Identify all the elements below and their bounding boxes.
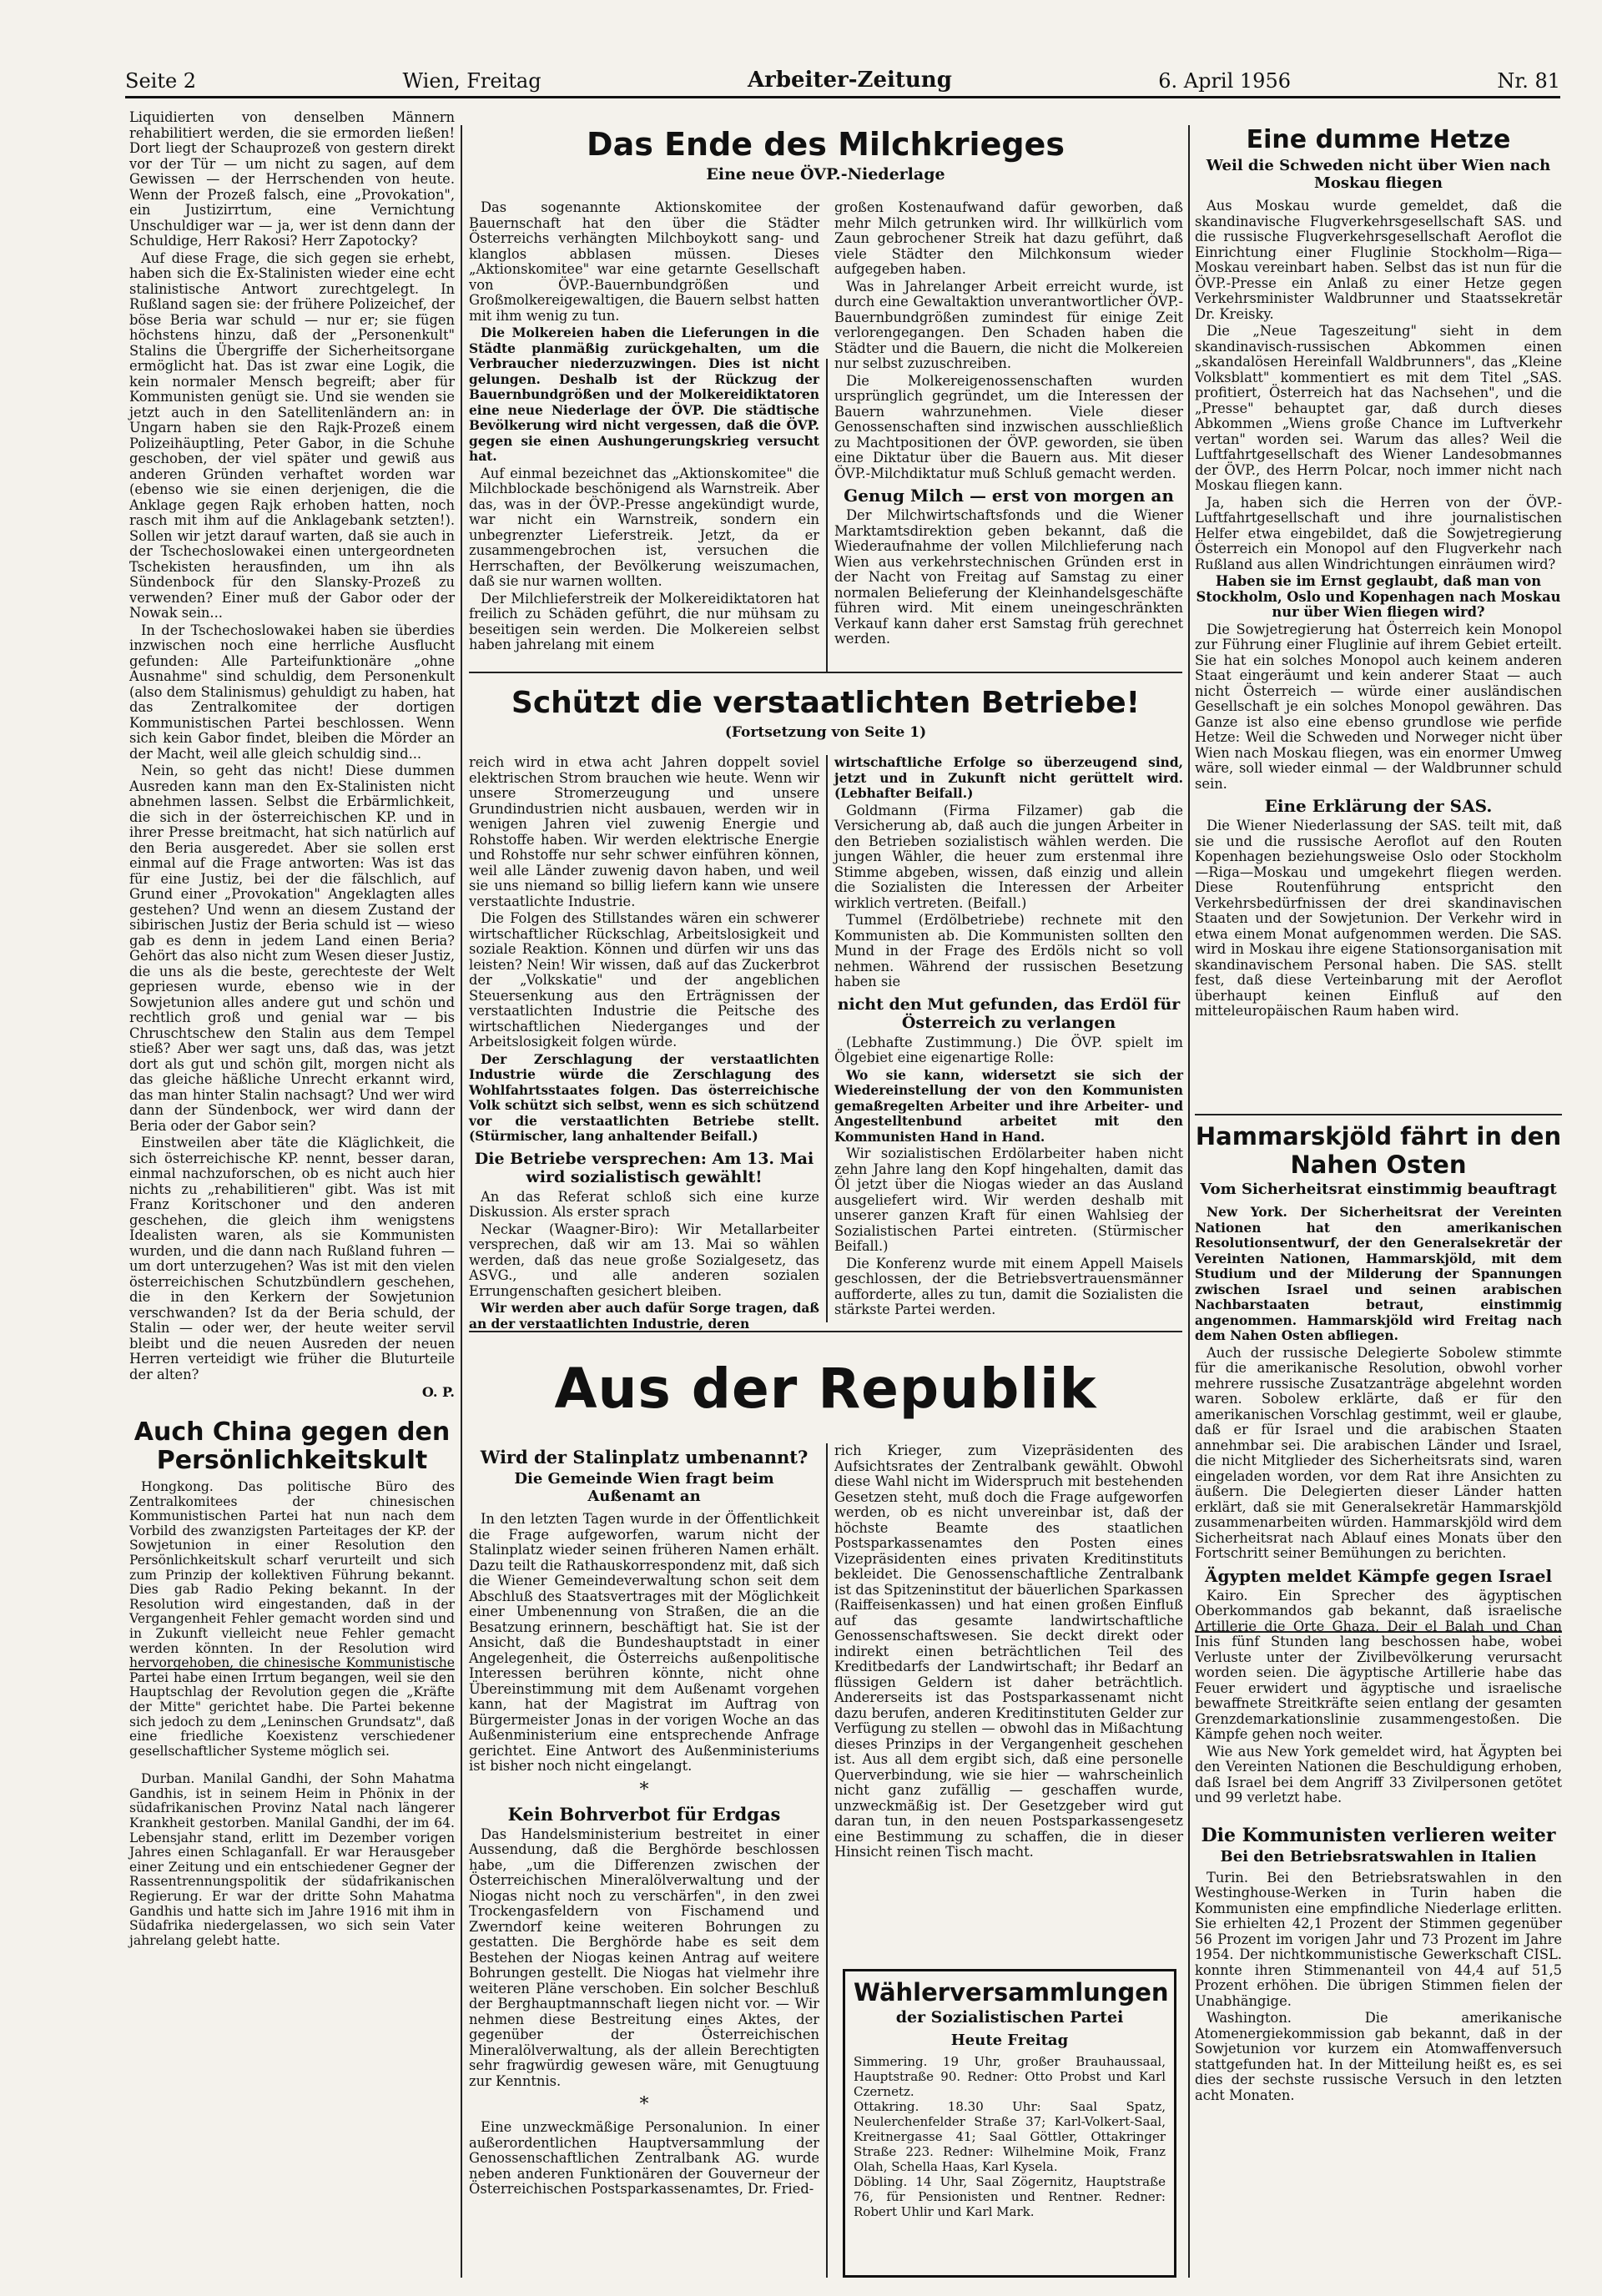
- article-body: Liquidierten von denselben Männern rehabilitiert werden, die sie ermorden ließen! Dort liegt der Schauprozeß von gestern direkt vor der Tür — um nicht zu sagen, auf dem Gewissen — der Herrschenden von heute. Wenn der Prozeß falsch, eine „Provokation", ein Justizirrtum, eine Vernichtung Unschuldiger war — ja, wer ist denn dann der Schuldige, Herr Rakosi? Herr Zapotocky?: [129, 109, 455, 249]
- article-headline: Eine dumme Hetze: [1246, 125, 1511, 154]
- article-headline: Kein Bohrverbot für Erdgas: [507, 1803, 781, 1825]
- article-body: Die Wiener Niederlassung der SAS. teilt mit, daß sie und die russische Aeroflot auf den Routen Kopenhagen beziehungsweise Oslo oder Stockholm—Riga—Moskau und umgekehrt fliegen werden. Diese Routenführung entspricht den Verkehrsbedürfnissen der drei skandinavischen Staaten und der Sowjetunion. Der Verkehr wird in etwa einem Monat aufgenommen werden. Die SAS. wird in Moskau ihre eigene Stationsorganisation mit skandinavischem Personal haben. Die SAS. stellt fest, daß diese Verteinbarung mit der Aeroflot überhaupt keinen Einfluß auf den mitteleuropäischen Raum haben wird.: [1195, 818, 1562, 1019]
- republik-banner: [469, 1339, 1182, 1439]
- article-body: (Lebhafte Zustimmung.) Die ÖVP. spielt im Ölgebiet eine eigenartige Rolle:: [834, 1034, 1183, 1065]
- place-date: Wien, Freitag: [402, 69, 542, 93]
- hammarskjoeld-col: [1195, 1122, 1562, 2286]
- article-subheadline: Bei den Betriebsratswahlen in Italien: [1220, 1847, 1537, 1866]
- box-headline: Wählerversammlungen: [854, 1978, 1169, 2006]
- article-subheadline: Eine neue ÖVP.-Niederlage: [706, 165, 945, 184]
- article-headline: Auch China gegen den Persönlichkeitskult: [134, 1417, 451, 1475]
- article-body-bold: Wo sie kann, widersetzt sie sich der Wiedereinstellung der von den Kommunisten gemaßregelten Arbeiter und ihre Arbeiter- und Angestelltenbund arbeitet mit den Kommunisten Hand in Hand.: [834, 1067, 1183, 1145]
- column-rule: [461, 125, 462, 2278]
- issue-number: Nr. 81: [1497, 69, 1560, 93]
- section-banner-headline: Aus der Republik: [554, 1357, 1097, 1421]
- article-body: reich wird in etwa acht Jahren doppelt soviel elektrischen Strom brauchen wie heute. Wenn wir unsere Stromerzeugung und unsere Grundindustrien nicht ausbauen, werden wir in wenigen Jahren viel zuwenig Energie und Rohstoffe haben. Wir werden elektrische Energie und Rohstoffe nur sehr schwer einführen können, weil alle Länder zuwenig davon haben, und weil sie uns niemand so billig liefern kann wie unsere verstaatlichte Industrie.: [469, 754, 819, 909]
- venue-listing: Döbling. 14 Uhr, Saal Zögernitz, Hauptstraße 76, für Pensionisten und Rentner. Redner: Robert Uhlir und Karl Mark.: [854, 2174, 1166, 2219]
- column-rule: [1188, 125, 1190, 2278]
- betriebe-header: [469, 684, 1182, 751]
- article-subheadline: Die Gemeinde Wien fragt beim Außenamt an: [514, 1470, 774, 1505]
- article-body: In der Tschechoslowakei haben sie überdies inzwischen noch eine herrliche Ausflucht gefunden: Alle Parteifunktionäre „ohne Ausnahme" sind schuldig, dem Personenkult (also dem Stalinismus) gehuldigt zu haben, hat das Zentralkomitee der dortigen Kommunistischen Partei beschlossen. Wenn sich kein Gabor findet, bleiben die Mörder an der Macht, weil alle gleich schuldig sind...: [129, 622, 455, 762]
- article-body: Einstweilen aber täte die Kläglichkeit, die sich österreichische KP. nennt, besser daran, einmal nachzuforschen, ob es nicht auch hier nichts zu „rehabilitieren" gibt. Was ist mit Franz Koritschoner und den anderen geschehen, die gleich ihm wenigstens Idealisten waren, als sie Kommunisten wurden, und die dann nach Rußland fuhren — um dort unterzugehen? Was ist mit den vielen österreichischen Schutzbündlern geschehen, die in den Kerkern der Sowjetunion verschwanden? Ist da der Beria schuld, der Stalin — oder wer, der heute weiter servil bleibt und die neuen Ausreden der neuen Herren verteidigt wie früher die Bluturteile der alten?: [129, 1135, 455, 1382]
- article-body: Kairo. Ein Sprecher des ägyptischen Oberkommandos gab bekannt, daß israelische Artillerie die Orte Ghaza, Deir el Balah und Chan Inis fünf Stunden lang beschossen habe, wobei Verluste unter der Zivilbevölkerung verursacht worden seien. Die ägyptische Artillerie habe das Feuer erwidert und ägyptische und israelische bewaffnete Streitkräfte seien entlang der gesamten Grenzdemarkationslinie zusammengestoßen. Die Kämpfe gehen noch weiter.: [1195, 1587, 1562, 1742]
- article-body-bold: Der Zerschlagung der verstaatlichten Industrie würde die Zerschlagung des Wohlfahrtsstaates folgen. Das österreichische Volk schützt sich selbst, wenn es sich schützend vor die verstaatlichten Betriebe stellt. (Stürmischer, lang anhaltender Beifall.): [469, 1051, 819, 1144]
- article-body: Der Milchlieferstreik der Molkereidiktatoren hat freilich zu Schäden geführt, die nur mühsam zu beseitigen sein werden. Die Molkereien selbst haben jahrelang mit einem: [469, 590, 819, 652]
- article-body: Eine unzweckmäßige Personalunion. In einer außerordentlichen Hauptversammlung der Genossenschaftlichen Zentralbank AG. wurde neben anderen Funktionären der Gouverneur der Österreichischen Postsparkassenamtes, Dr. Fried-: [469, 2119, 819, 2197]
- article-body: rich Krieger, zum Vizepräsidenten des Aufsichtsrates der Zentralbank gewählt. Obwohl diese Wahl nicht im Widerspruch mit bestehenden Gesetzen steht, muß doch die Frage aufgeworfen werden, ob es nicht unvereinbar ist, daß der höchste Beamte des staatlichen Postsparkassenamtes den Posten eines Vizepräsidenten eines privaten Kreditinstituts bekleidet. Die Genossenschaftliche Zentralbank ist das Spitzeninstitut der bäuerlichen Sparkassen (Raiffeisenkassen) und hat einen großen Einfluß auf das gesamte landwirtschaftliche Genossenschaftswesen. Sie deckt direkt oder indirekt einen beträchtlichen Teil des Kreditbedarfs der Landwirtschaft; ihr Bedarf an flüssigen Geldern ist daher beträchtlich. Andererseits ist das Postsparkassenamt nicht dazu berufen, anderen Kreditinstituten Gelder zur Verfügung zu stellen — obwohl das in Mißachtung dieses Prinzips in der Vergangenheit geschehen ist. Aus all dem ergibt sich, daß eine personelle Querverbindung, wie sie hier — wahrscheinlich nicht ganz zufällig — geschaffen wurde, unzweckmäßig ist. Der Gesetzgeber wird gut daran tun, in den neuen Postsparkassengesetz eine Bestimmung zu schaffen, die in dieser Hinsicht reinen Tisch macht.: [834, 1443, 1183, 1860]
- article-body: Auf diese Frage, die sich gegen sie erhebt, haben sich die Ex-Stalinisten wieder eine echt stalinistische Antwort zurechtgelegt. In Rußland sagen sie: der frühere Polizeichef, der böse Beria war schuld — nur er; sie fügen höchstens hinzu, daß der „Personenkult" Stalins die Übergriffe der Sicherheitsorgane ermöglicht hat. Das ist zwar eine Logik, die kein normaler Mensch begreift; aber für Kommunisten genügt sie. Und sie wenden sie jetzt auch in den Satellitenländern an: in Ungarn haben sie den Rajk-Prozeß einem Polizeihäuptling, Peter Gabor, in die Schuhe geschoben, der viel später und gewiß aus anderen Gründen verhaftet worden war (ebenso wie sie einen derjenigen, die die Anklage gegen Rajk erhoben hatten, noch rasch mit ihm auf die Anklagebank setzten!). Sollen wir jetzt darauf warten, daß sie auch in der Tschechoslowakei einen untergeordneten Tschekisten herausfinden, um ihn als Sündenbock für den Slansky-Prozeß zu verwenden? Einer muß der Gabor oder der Nowak sein...: [129, 249, 455, 621]
- masthead: [125, 68, 1560, 98]
- article-body-bold: Wir werden aber auch dafür Sorge tragen, daß an der verstaatlichten Industrie, deren: [469, 1301, 819, 1332]
- article-body: Neckar (Waagner-Biro): Wir Metallarbeiter versprechen, daß wir am 13. Mai so wählen werden, daß das neue große Sozialgesetz, das ASVG., und alle anderen sozialen Errungenschaften gesichert bleiben.: [469, 1221, 819, 1299]
- article-body: An das Referat schloß sich eine kurze Diskussion. Als erster sprach: [469, 1188, 819, 1220]
- article-body: Turin. Bei den Betriebsratswahlen in den Westinghouse-Werken in Turin haben die Kommunisten eine empfindliche Niederlage erlitten. Sie erhielten 42,1 Prozent der Stimmen gegenüber 56 Prozent im vorigen Jahr und 73 Prozent im Jahre 1954. Der nichtkommunistische Gewerkschaft CISL. konnte ihren Stimmenanteil von 44,4 auf 51,5 Prozent erhöhen. Die übrigen Stimmen fielen der Unabhängige.: [1195, 1869, 1562, 2009]
- venue-listing: Simmering. 19 Uhr, großer Brauhaussaal, Hauptstraße 90. Redner: Otto Probst und Karl Czernetz.: [854, 2054, 1166, 2099]
- article-body: Wie aus New York gemeldet wird, hat Ägypten bei den Vereinten Nationen die Beschuldigung erhoben, daß Israel bei dem Angriff 33 Zivilpersonen getötet und 99 verletzt habe.: [1195, 1743, 1562, 1805]
- article-body-bold: Die Molkereien haben die Lieferungen in die Städte planmäßig zurückgehalten, um die Verbraucher niederzuzwingen. Dies ist nicht gelungen. Deshalb ist der Rückzug der Bauernbundgrößen und der Molkereidiktatoren eine neue Niederlage der ÖVP. Die städtische Bevölkerung wird nicht vergessen, daß die ÖVP. gegen sie einen Aushungerungskrieg versucht hat.: [469, 325, 819, 464]
- article-body: Die Sowjetregierung hat Österreich kein Monopol zur Führung einer Fluglinie auf ihrem Gebiet erteilt. Sie hat ein solches Monopol auch keinem anderen Staat eingeräumt und kein anderer Staat — auch nicht Österreich — würde einer ausländischen Gesellschaft je ein solches Monopol gewähren. Das Ganze ist also eine ebenso grundlose wie perfide Hetze: Weil die Schweden und Norweger nicht über Wien nach Moskau fliegen, was ein enormer Umweg wäre, soll wieder einmal — der Waldbrunner schuld sein.: [1195, 621, 1562, 792]
- article-body: Washington. Die amerikanische Atomenergiekommission gab bekannt, daß in der Sowjetunion vor kurzem ein Atomwaffenversuch stattgefunden hat. In der Mitteilung heißt es, es sei dies der sechste russische Versuch in den letzten acht Monaten.: [1195, 2010, 1562, 2103]
- article-body: In den letzten Tagen wurde in der Öffentlichkeit die Frage aufgeworfen, warum nicht der Stalinplatz wieder seinen früheren Namen erhält. Dazu teilt die Rathauskorrespondenz mit, daß sich die Wiener Gemeindeverwaltung schon seit dem Abschluß des Staatsvertrages mit der Möglichkeit einer Umbenennung von Straßen, die an die Besatzung erinnern, beschäftigt hat. Sie ist der Ansicht, daß die Bundeshauptstadt in einer Angelegenheit, die Österreichs außenpolitische Interessen berühren könnte, nicht ohne Übereinstimmung mit dem Außenamt vorgehen kann, hat der Magistrat im Auftrag von Bürgermeister Jonas in der vorigen Woche an das Außenministerium eine entsprechende Anfrage gerichtet. Eine Antwort des Außenministeriums ist bisher noch nicht eingelangt.: [469, 1511, 819, 1774]
- article-headline: Hammarskjöld fährt in den Nahen Osten: [1195, 1122, 1562, 1179]
- issue-date: 6. April 1956: [1158, 69, 1291, 93]
- section-rule: [469, 672, 1182, 673]
- paper-name: Arbeiter-Zeitung: [747, 68, 952, 93]
- article-body: Goldmann (Firma Filzamer) gab die Versicherung ab, daß auch die jungen Arbeiter in den Betrieben sozialistisch wählen werden. Die jungen Wähler, die heuer zum erstenmal ihre Stimme abgeben, wissen, daß einzig und allein die Sozialisten die Interessen der Arbeiter wirklich vertreten. (Beifall.): [834, 802, 1183, 911]
- article-subheadline: (Fortsetzung von Seite 1): [724, 724, 927, 741]
- article-body: Die Molkereigenossenschaften wurden ursprünglich gegründet, um die Interessen der Bauern wahrzunehmen. Viele dieser Genossenschaften sind inzwischen ausschließlich zu Machtpositionen der ÖVP. geworden, sie üben eine Diktatur über die Bauern aus. Mit dieser ÖVP.-Milchdiktatur muß Schluß gemacht werden.: [834, 372, 1183, 481]
- article-body: Die Folgen des Stillstandes wären ein schwerer wirtschaftlicher Rückschlag, Arbeitslosigkeit und soziale Reaktion. Können und dürfen wir uns das leisten? Nein! Wir wissen, daß auf das Zuckerbrot der „Volkskatie" und der angeblichen Steuersenkung aus den Erträgnissen der verstaatlichten Industrie die Peitsche des wirtschaftlichen Niederganges und der Arbeitslosigkeit folgen würde.: [469, 910, 819, 1050]
- article-body: Auf einmal bezeichnet das „Aktionskomitee" die Milchblockade beschönigend als Warnstreik. Aber das, was in der ÖVP.-Presse angekündigt wurde, war nicht ein Warnstreik, sondern ein unbegrenzter Lieferstreik. Jetzt, da er zusammengebrochen ist, versuchen die Herrschaften, der Bevölkerung weiszumachen, daß sie nur warnen wollten.: [469, 465, 819, 589]
- column-rule: [826, 755, 828, 1322]
- article-body: Aus Moskau wurde gemeldet, daß die skandinavische Flugverkehrsgesellschaft SAS. und die russische Flugverkehrsgesellschaft Aeroflot die Einrichtung einer Fluglinie Stockholm—Riga—Moskau vereinbart haben. Selbst das ist nun für die ÖVP.-Presse ein Anlaß zu einer Hetze gegen Verkehrsminister Waldbrunner und Staatssekretär Dr. Kreisky.: [1195, 198, 1562, 322]
- box-day-label: Heute Freitag: [950, 2032, 1069, 2049]
- section-headline: Die Betriebe versprechen: Am 13. Mai wird sozialistisch gewählt!: [474, 1149, 814, 1186]
- author-signature: O. P.: [421, 1384, 455, 1400]
- column-rule: [826, 1443, 828, 2278]
- article-body: Das sogenannte Aktionskomitee der Bauernschaft hat den über die Städter Österreichs verhängten Milchboykott sang- und klanglos abblasen müssen. Dieses „Aktionskomitee" war eine getarnte Gesellschaft von ÖVP.-Bauernbundgrößen und Großmolkereigewaltigen, die Bauern selbst hatten mit ihm wenig zu tun.: [469, 199, 819, 324]
- article-headline: Die Kommunisten verlieren weiter: [1201, 1824, 1556, 1846]
- article-body: Was in Jahrelanger Arbeit erreicht wurde, ist durch eine Gewaltaktion unverantwortlicher ÖVP.-Bauernbundgrößen zumindest für einige Zeit verlorengegangen. Den Schaden haben die Städter und die Bauern, die nicht die Molkereien nur selbst zuzuschreiben.: [834, 278, 1183, 371]
- article-subheadline: Vom Sicherheitsrat einstimmig beauftragt: [1200, 1181, 1557, 1198]
- article-body: Die „Neue Tageszeitung" sieht in dem skandinavisch-russischen Abkommen einen „skandalösen Hereinfall Waldbrunners", das „Kleine Volksblatt" kommentiert es mit dem Titel „SAS. profitiert, Österreich hat das Nachsehen", und die „Presse" behauptet gar, daß durch dieses Abkommen „Wiens große Chance im Luftverkehr vertan" worden sei. Warum das alles? Weil die Luftfahrtgesellschaft des Wiener Landesobmannes der ÖVP., des Herrn Polcar, noch immer nicht nach Moskau fliegen kann.: [1195, 323, 1562, 493]
- box-subheadline: der Sozialistischen Partei: [895, 2008, 1124, 2027]
- section-rule: [1195, 1114, 1562, 1115]
- article-subheadline: Weil die Schweden nicht über Wien nach Moskau fliegen: [1206, 157, 1551, 192]
- article-body-bold: New York. Der Sicherheitsrat der Vereinten Nationen hat den amerikanischen Resolutionsentwurf, der den Generalsekretär der Vereinten Nationen, Hammarskjöld, mit dem Studium und der Milderung der Spannungen zwischen Israel und seinen arabischen Nachbarstaaten betraut, einstimmig angenommen. Hammarskjöld wird Freitag nach dem Nahen Osten abfliegen.: [1195, 1205, 1562, 1343]
- section-headline: Genug Milch — erst von morgen an: [844, 486, 1174, 506]
- article-body: Wir sozialistischen Erdölarbeiter haben nicht zehn Jahre lang den Kopf hingehalten, damit das Öl jetzt über die Niogas wieder an das Ausland ausgeliefert wird. Wir werden deshalb mit unserer ganzen Kraft für einen Wahlsieg der Sozialistischen Partei eintreten. (Stürmischer Beifall.): [834, 1145, 1183, 1254]
- krieger-col: [834, 1443, 1183, 1961]
- article-body-bold: wirtschaftliche Erfolge so überzeugend sind, jetzt und in Zukunft nicht gerüttelt wird. (Lebhafter Beifall.): [834, 755, 1183, 801]
- article-body: Hongkong. Das politische Büro des Zentralkomitees der chinesischen Kommunistischen Partei hat nun nach dem Vorbild des zwanzigsten Parteitages der KP. der Sowjetunion in einer Resolution den Persönlichkeitskult scharf verurteilt und sich zum Prinzip der kollektiven Führung bekannt. Dies gab Radio Peking bekannt. In der Resolution wird eingestanden, daß in der Vergangenheit Fehler gemacht worden sind und in Zukunft vielleicht neue Fehler gemacht werden könnten. In der Resolution wird hervorgehoben, die chinesische Kommunistische Partei habe einen Irrtum begangen, weil sie den Hauptschlag der Revolution gegen die „Kräfte der Mitte" gerichtet habe. Die Partei bekenne sich jedoch zu dem „Leninschen Grundsatz", daß eine friedliche Koexistenz verschiedener gesellschaftlicher Systeme möglich sei.: [129, 1479, 455, 1759]
- column-rule: [826, 359, 828, 672]
- section-headline: Ägypten meldet Kämpfe gegen Israel: [1204, 1565, 1553, 1586]
- hetze-article: [1195, 125, 1562, 1110]
- venue-listing: Ottakring. 18.30 Uhr: Saal Spatz, Neulerchenfelder Straße 37; Karl-Volkert-Saal, Kreitnergasse 41; Saal Göttler, Ottakringer Straße 223. Redner: Wilhelmine Moik, Franz Olah, Schella Haas, Karl Kysela.: [854, 2099, 1166, 2174]
- article-body: Tummel (Erdölbetriebe) rechnete mit den Kommunisten ab. Die Kommunisten sollten den Mund in der Frage des Erdöls nicht so voll nehmen. Während der russischen Besetzung haben sie: [834, 912, 1183, 989]
- betriebe-col-b: [834, 755, 1183, 1322]
- article-headline: Das Ende des Milchkrieges: [587, 126, 1065, 163]
- article-body: Der Milchwirtschaftsfonds und die Wiener Marktamtsdirektion geben bekannt, daß die Wiederaufnahme der vollen Milchlieferung nach Wien aus verkehrstechnischen Gründen erst in der Nacht von Freitag auf Samstag zu einer normalen Belieferung der Kleinhandelsgeschäfte führen wird. Mit einem uneingeschränkten Verkauf kann daher erst Samstag früh gerechnet werden.: [834, 507, 1183, 647]
- page-number: Seite 2: [125, 69, 197, 93]
- column-left: [129, 110, 455, 2288]
- milch-col-b: [834, 200, 1183, 667]
- betriebe-col-a: [469, 754, 819, 1332]
- milch-col-a: [469, 200, 819, 667]
- milch-header: [469, 125, 1182, 200]
- separator-star: *: [639, 2094, 649, 2115]
- stalinplatz-col: [469, 1443, 819, 2286]
- article-body: Das Handelsministerium bestreitet in einer Aussendung, daß die Berghörde beschlossen habe, „um die Differenzen zwischen der Österreichischen Mineralölverwaltung und der Niogas nicht noch zu verschärfen", in den zwei Trockengasfeldern von Fischamend und Zwerndorf keine weiteren Bohrungen zu gestatten. Die Berghörde habe es seit dem Bestehen der Niogas keinen Antrag auf weitere Bohrungen gestellt. Die Niogas hat vielmehr ihre weiteren Pläne verschoben. Ein solcher Beschluß der Berghauptmannschaft liegen nicht vor. — Wir nehmen diese Bestreitung eines Aktes, der gegenüber der Österreichischen Mineralölverwaltung, als der allein Berechtigten sehr fragwürdig gewesen wäre, mit Genugtuung zur Kenntnis.: [469, 1825, 819, 2089]
- article-headline: Wird der Stalinplatz umbenannt?: [480, 1447, 809, 1468]
- article-body-bold: Haben sie im Ernst geglaubt, daß man von Stockholm, Oslo und Kopenhagen nach Moskau nur über Wien fliegen wird?: [1196, 573, 1561, 620]
- article-body: Nein, so geht das nicht! Diese dummen Ausreden kann man den Ex-Stalinisten nicht abnehmen lassen. Selbst die Erbärmlichkeit, die sich in der österreichischen KP. und in ihrer Presse breitmacht, hat sich natürlich auf den Beria ausgeredet. Aber sie sollen erst einmal auf die Frage antworten: Was ist das für eine Justiz, bei der die fälschlich, auf Grund einer „Provokation" Angeklagten alles gestehen? Und wenn an diesem Zustand der sibirischen Justiz der Beria schuld ist — wieso gab es denn in jedem Land einen Beria? Gehört das also nicht zum Wesen dieser Justiz, die uns als die beste, gerechteste der Welt gepriesen wurde, ebenso wie in der Sowjetunion alles andere gut und schön und rechtlich groß und genial war — bis Chruschtschew den Stalin aus dem Tempel stieß? Aber wer sagt uns, daß das, was jetzt dort als gut und schön gilt, morgen nicht als das gleiche häßliche Unrecht erkannt wird, das man hinter Stalin nachsagt? Und wer wird dann der Sündenbock, wer wird dann der Beria oder der Gabor sein?: [129, 763, 455, 1134]
- article-body: Die Konferenz wurde mit einem Appell Maisels geschlossen, der die Betriebsvertrauensmänner aufforderte, alles zu tun, damit die Sozialisten die stärkste Partei werden.: [834, 1255, 1183, 1317]
- waehlerversammlungen-box: [843, 1969, 1176, 2278]
- article-body: Ja, haben sich die Herren von der ÖVP.-Luftfahrtgesellschaft und ihre journalistischen Helfer etwa eingebildet, daß die Sowjetregierung Österreich ein Monopol auf den Flugverkehr nach Rußland aus allen Windrichtungen einräumen wird?: [1195, 494, 1562, 572]
- section-headline: Eine Erklärung der SAS.: [1264, 796, 1493, 816]
- article-body: Auch der russische Delegierte Sobolew stimmte für die amerikanische Resolution, obwohl vorher mehrere russische Zusatzanträge abgelehnt worden waren. Sobolew erklärte, daß er für den amerikanischen Vorschlag gestimmt, weil er glaube, daß er für Israel und die arabischen Staaten annehmbar sei. Die arabischen Länder und Israel, die nicht Mitglieder des Sicherheitsrats sind, waren eingeladen worden, vor dem Rat ihre Ansichten zu äußern. Die Delegierten dieser Länder hatten erklärt, daß sie mit Generalsekretär Hammarskjöld zusammenarbeiten würden. Hammarskjöld wird dem Sicherheitsrat nach Ablauf eines Monats über den Fortschritt seiner Bemühungen zu berichten.: [1195, 1344, 1562, 1561]
- section-headline: nicht den Mut gefunden, das Erdöl für Österreich zu verlangen: [837, 994, 1181, 1032]
- article-body: Durban. Manilal Gandhi, der Sohn Mahatma Gandhis, ist in seinem Heim in Phönix in der südafrikanischen Provinz Natal nach längerer Krankheit gestorben. Manilal Gandhi, der im 64. Lebensjahr stand, erlitt im Dezember vorigen Jahres einen Schlaganfall. Er war Herausgeber einer Zeitung und ein entschiedener Gegner der Rassentrennungspolitik der südafrikanischen Regierung. Er war der dritte Sohn Mahatma Gandhis und hatte sich im Jahre 1916 mit ihm in Südafrika niedergelassen, wo sich sein Vater jahrelang gelebt hatte.: [129, 1771, 455, 1948]
- article-headline: Schützt die verstaatlichten Betriebe!: [511, 686, 1141, 720]
- article-body: großen Kostenaufwand dafür geworben, daß mehr Milch getrunken wird. Ihr willkürlich vom Zaun gebrochener Streik hat dazu geführt, daß viele Städter den Milchkonsum wieder aufgegeben haben.: [834, 199, 1183, 277]
- separator-star: *: [639, 1779, 649, 1800]
